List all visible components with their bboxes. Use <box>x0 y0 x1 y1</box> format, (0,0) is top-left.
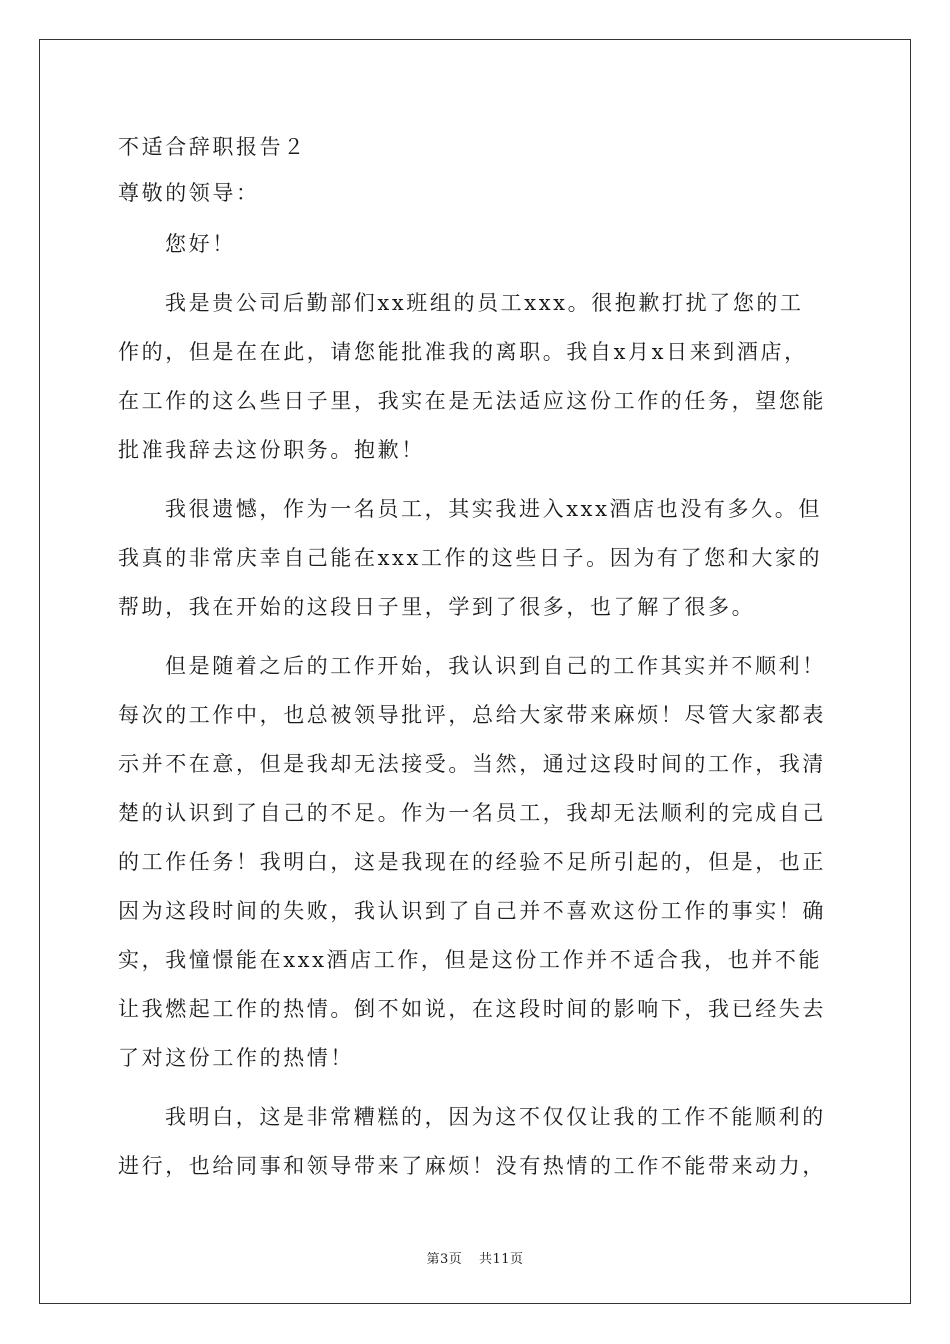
paragraph-3 <box>118 642 834 1083</box>
document-body <box>118 128 834 1201</box>
paragraph-line: 因为这段时间的失败，我认识到了自己并不喜欢这份工作的事实！确 <box>118 899 826 923</box>
paragraph-line: 实，我憧憬能在xxx酒店工作，但是这份工作并不适合我，也并不能 <box>118 948 823 972</box>
paragraph-line: 楚的认识到了自己的不足。作为一名员工，我却无法顺利的完成自己 <box>118 801 826 825</box>
paragraph-line: 每次的工作中，也总被领导批评，总给大家带来麻烦！尽管大家都表 <box>118 703 826 727</box>
page-total: 共11页 <box>478 1252 524 1267</box>
paragraph-line: 的工作任务！我明白，这是我现在的经验不足所引起的，但是，也正 <box>118 850 826 874</box>
greeting-paragraph <box>118 220 834 269</box>
paragraph-line: 让我燃起工作的热情。倒不如说，在这段时间的影响下，我已经失去 <box>118 997 826 1021</box>
paragraph-1 <box>118 279 834 475</box>
paragraph-2 <box>118 485 834 632</box>
page-footer <box>0 1248 950 1267</box>
paragraph-line: 批准我辞去这份职务。抱歉！ <box>118 438 425 462</box>
paragraph-line: 我很遗憾，作为一名员工，其实我进入xxx酒店也没有多久。但 <box>165 497 822 521</box>
paragraph-line: 在工作的这么些日子里，我实在是无法适应这份工作的任务，望您能 <box>118 389 826 413</box>
paragraph-line: 我明白，这是非常糟糕的，因为这不仅仅让我的工作不能顺利的 <box>165 1105 826 1129</box>
paragraph-line: 了对这份工作的热情！ <box>118 1046 354 1070</box>
document-title: 不适合辞职报告２ <box>118 135 307 159</box>
paragraph-4 <box>118 1093 834 1191</box>
paragraph-line: 帮助，我在开始的这段日子里，学到了很多，也了解了很多。 <box>118 595 756 619</box>
paragraph-line: 我真的非常庆幸自己能在xxx工作的这些日子。因为有了您和大家的 <box>118 546 823 570</box>
page-number: 第3页 <box>426 1252 463 1267</box>
salutation: 尊敬的领导： <box>118 181 260 205</box>
greeting: 您好！ <box>165 232 236 256</box>
paragraph-line: 作的，但是在在此，请您能批准我的离职。我自x月x日来到酒店， <box>118 340 808 364</box>
paragraph-line: 进行，也给同事和领导带来了麻烦！没有热情的工作不能带来动力， <box>118 1154 826 1178</box>
paragraph-line: 我是贵公司后勤部们xx班组的员工xxx。很抱歉打扰了您的工 <box>165 291 804 315</box>
paragraph-line: 示并不在意，但是我却无法接受。当然，通过这段时间的工作，我清 <box>118 752 826 776</box>
paragraph-line: 但是随着之后的工作开始，我认识到自己的工作其实并不顺利！ <box>165 654 826 678</box>
